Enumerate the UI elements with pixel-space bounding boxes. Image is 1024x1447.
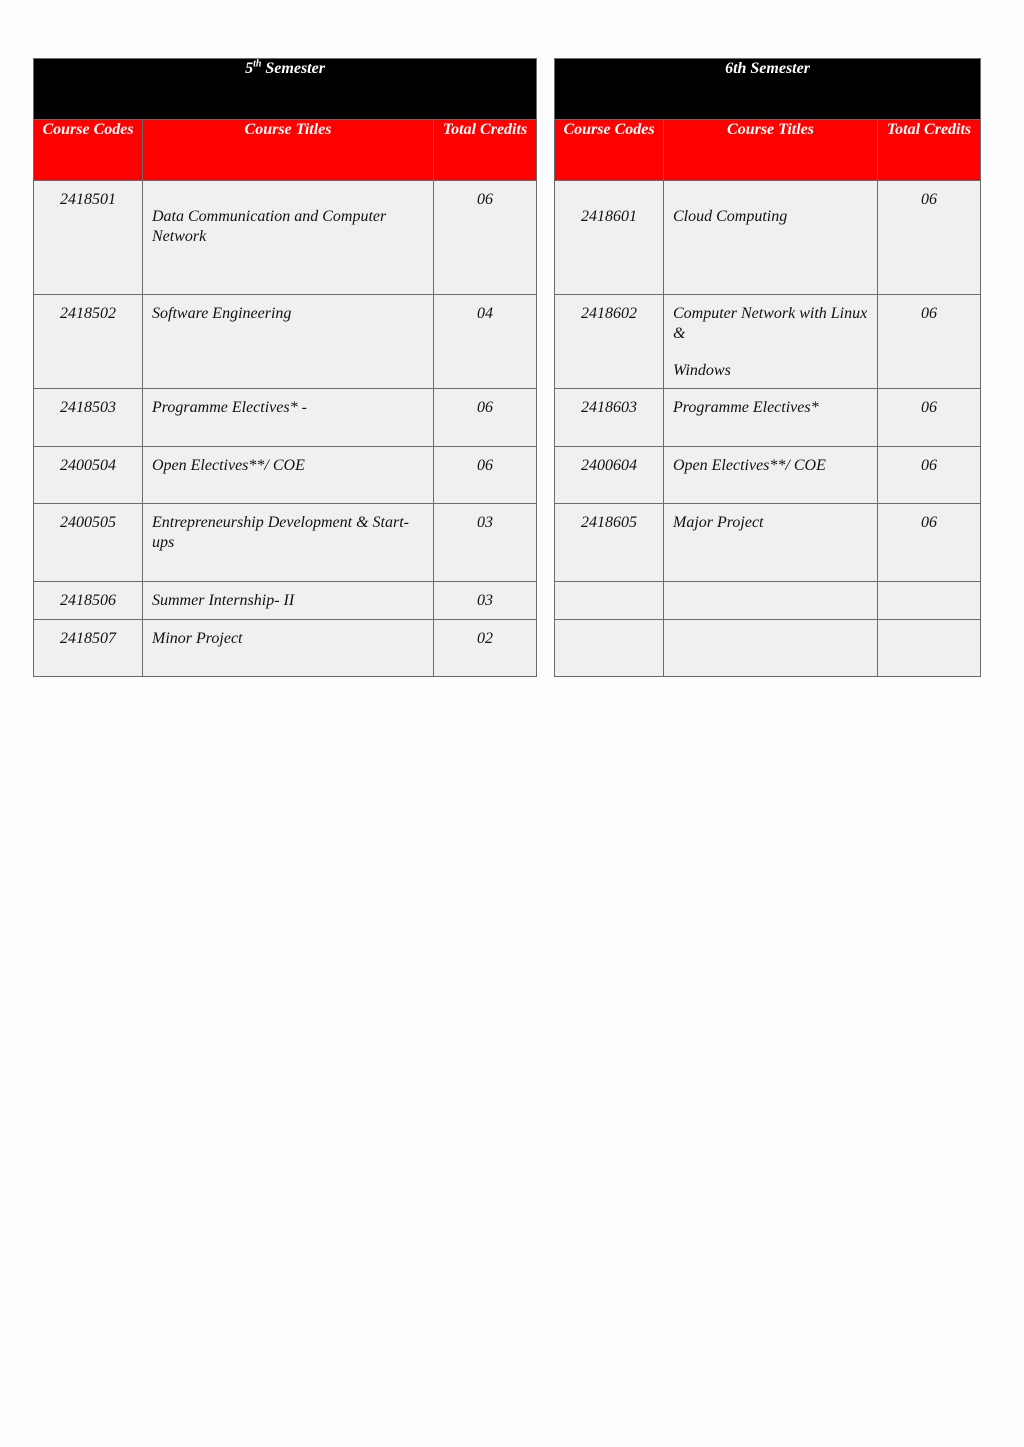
course-title: Software Engineering bbox=[143, 295, 434, 389]
course-code: 2418605 bbox=[555, 504, 664, 582]
course-credits: 06 bbox=[434, 447, 537, 504]
course-title: Minor Project bbox=[143, 620, 434, 677]
course-title: Summer Internship- II bbox=[143, 582, 434, 620]
course-code: 2418501 bbox=[34, 181, 143, 295]
course-credits: 06 bbox=[434, 389, 537, 447]
course-credits: 03 bbox=[434, 582, 537, 620]
header-course-codes: Course Codes bbox=[34, 120, 143, 181]
table-row bbox=[555, 295, 981, 389]
course-code: 2418602 bbox=[555, 295, 664, 389]
table-row bbox=[34, 295, 537, 389]
course-code: 2400604 bbox=[555, 447, 664, 504]
course-code: 2418507 bbox=[34, 620, 143, 677]
course-credits: 02 bbox=[434, 620, 537, 677]
semester-6-title: 6th Semester bbox=[555, 59, 981, 120]
table-row bbox=[555, 504, 981, 582]
course-title: Programme Electives* - bbox=[143, 389, 434, 447]
course-credits: 06 bbox=[878, 504, 981, 582]
table-row bbox=[555, 181, 981, 295]
semester-5-table bbox=[33, 58, 537, 677]
semester-5-title: 5th Semester bbox=[34, 59, 537, 120]
empty-cell bbox=[878, 620, 981, 677]
table-row bbox=[555, 447, 981, 504]
semester-6-title-row bbox=[555, 59, 981, 120]
course-title: Cloud Computing bbox=[664, 181, 878, 295]
course-title: Major Project bbox=[664, 504, 878, 582]
empty-table-row bbox=[555, 582, 981, 620]
table-row bbox=[34, 389, 537, 447]
semester-6-table bbox=[554, 58, 981, 677]
course-code: 2400505 bbox=[34, 504, 143, 582]
header-total-credits: Total Credits bbox=[434, 120, 537, 181]
empty-cell bbox=[664, 582, 878, 620]
table-row bbox=[34, 447, 537, 504]
empty-cell bbox=[555, 620, 664, 677]
table-row bbox=[34, 181, 537, 295]
course-credits: 06 bbox=[878, 295, 981, 389]
header-course-codes: Course Codes bbox=[555, 120, 664, 181]
course-credits: 06 bbox=[434, 181, 537, 295]
course-code: 2418506 bbox=[34, 582, 143, 620]
empty-cell bbox=[555, 582, 664, 620]
semester-6-header-row bbox=[555, 120, 981, 181]
course-code: 2418502 bbox=[34, 295, 143, 389]
course-title: Entrepreneurship Development & Start-ups bbox=[143, 504, 434, 582]
empty-cell bbox=[664, 620, 878, 677]
course-credits: 06 bbox=[878, 181, 981, 295]
table-row bbox=[34, 504, 537, 582]
header-total-credits: Total Credits bbox=[878, 120, 981, 181]
course-title: Computer Network with Linux & Windows bbox=[664, 295, 878, 389]
table-row bbox=[34, 582, 537, 620]
course-title: Programme Electives* bbox=[664, 389, 878, 447]
empty-table-row bbox=[555, 620, 981, 677]
course-credits: 06 bbox=[878, 389, 981, 447]
course-title: Open Electives**/ COE bbox=[143, 447, 434, 504]
course-credits: 04 bbox=[434, 295, 537, 389]
course-credits: 03 bbox=[434, 504, 537, 582]
course-credits: 06 bbox=[878, 447, 981, 504]
semester-5-title-row bbox=[34, 59, 537, 120]
table-row bbox=[555, 389, 981, 447]
course-code: 2418603 bbox=[555, 389, 664, 447]
semester-5-header-row bbox=[34, 120, 537, 181]
header-course-titles: Course Titles bbox=[664, 120, 878, 181]
course-code: 2400504 bbox=[34, 447, 143, 504]
course-code: 2418601 bbox=[555, 181, 664, 295]
course-title: Open Electives**/ COE bbox=[664, 447, 878, 504]
empty-cell bbox=[878, 582, 981, 620]
course-title: Data Communication and Computer Network bbox=[143, 181, 434, 295]
header-course-titles: Course Titles bbox=[143, 120, 434, 181]
course-code: 2418503 bbox=[34, 389, 143, 447]
table-row bbox=[34, 620, 537, 677]
